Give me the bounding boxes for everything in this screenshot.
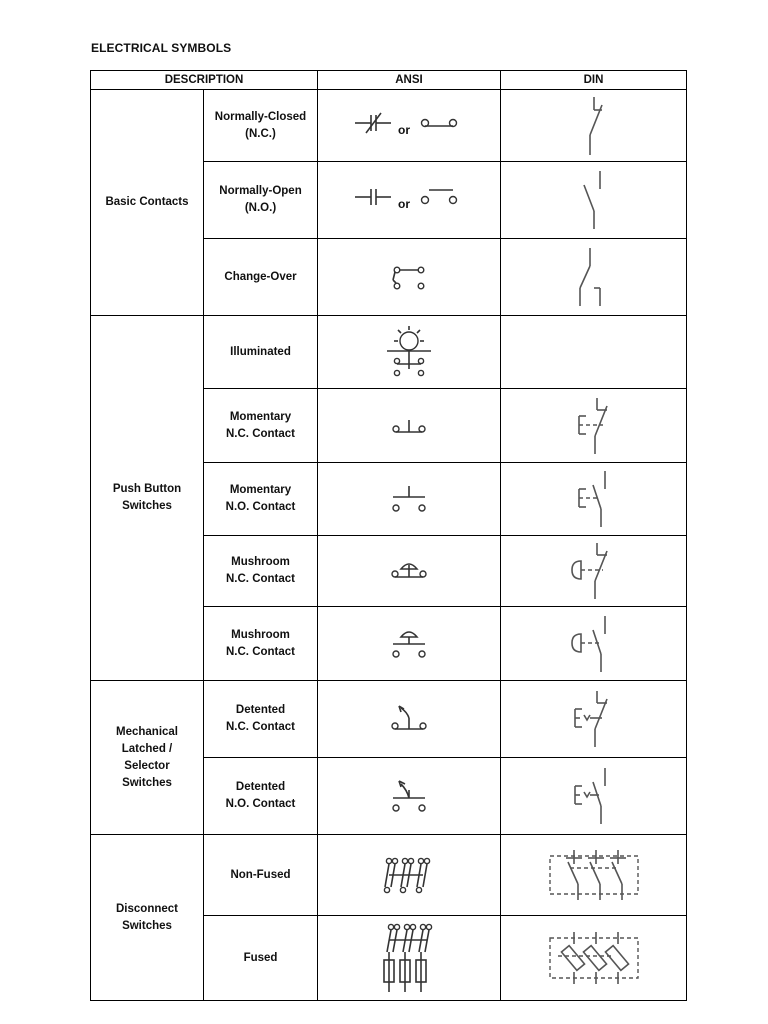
ansi-det-nc-cell xyxy=(318,681,501,758)
table-row xyxy=(91,835,687,916)
din-mom-nc-cell xyxy=(501,389,687,463)
din-co-cell xyxy=(501,239,687,316)
ansi-momentary-no-symbol xyxy=(389,484,429,514)
row-label-det-no xyxy=(204,758,318,835)
ansi-mom-no-cell xyxy=(318,463,501,536)
row-label: Mushroom N.C. Contact xyxy=(226,628,295,658)
din-mush-nc-cell xyxy=(501,536,687,607)
din-illuminated-cell xyxy=(501,316,687,389)
row-label-nonfused xyxy=(204,835,318,916)
group-mechanical-latched xyxy=(91,681,204,835)
row-label: Normally-Open (N.O.) xyxy=(219,185,302,214)
row-label-mush-nc xyxy=(204,536,318,607)
din-nonfused-cell xyxy=(501,835,687,916)
row-label: Normally-Closed (N.C.) xyxy=(214,110,307,140)
table-row xyxy=(91,316,687,389)
header-row xyxy=(91,71,687,90)
din-nonfused-disconnect-symbol xyxy=(546,848,642,902)
group-label: Disconnect Switches xyxy=(116,902,178,932)
din-mushroom-nc-symbol xyxy=(569,541,619,601)
row-label: Fused xyxy=(243,951,278,964)
header-ansi: ANSI xyxy=(318,71,501,90)
group-basic-contacts xyxy=(91,90,204,316)
group-label: Mechanical Latched / Selector Switches xyxy=(116,725,178,789)
ansi-no-contact-symbol xyxy=(349,185,469,215)
din-mushroom-no-symbol xyxy=(569,614,619,674)
table-row xyxy=(91,681,687,758)
row-label-mom-nc xyxy=(204,389,318,463)
ansi-mushroom-no-symbol xyxy=(389,629,429,659)
page-title: ELECTRICAL SYMBOLS xyxy=(91,41,232,55)
din-detented-no-symbol xyxy=(569,766,619,826)
ansi-mom-nc-cell xyxy=(318,389,501,463)
row-label: Detented N.C. Contact xyxy=(226,704,295,733)
row-label-nc xyxy=(204,90,318,162)
din-no-contact-symbol xyxy=(574,169,614,231)
group-disconnect xyxy=(91,835,204,1001)
ansi-fused-disconnect-symbol xyxy=(381,922,437,994)
ansi-detented-nc-symbol xyxy=(389,704,429,734)
ansi-mush-nc-cell xyxy=(318,536,501,607)
row-label-mush-no xyxy=(204,607,318,681)
group-push-button xyxy=(91,316,204,681)
row-label-fused xyxy=(204,916,318,1001)
din-detented-nc-symbol xyxy=(569,689,619,749)
row-label-det-nc xyxy=(204,681,318,758)
group-label: Push Button Switches xyxy=(112,483,182,512)
ansi-nc-contact-symbol xyxy=(349,111,469,141)
ansi-momentary-nc-symbol xyxy=(389,414,429,438)
symbols-table xyxy=(90,70,687,1001)
din-fused-disconnect-symbol xyxy=(546,930,642,986)
din-fused-cell xyxy=(501,916,687,1001)
ansi-mush-no-cell xyxy=(318,607,501,681)
ansi-fused-cell xyxy=(318,916,501,1001)
row-label: Momentary N.O. Contact xyxy=(225,484,296,513)
din-momentary-no-symbol xyxy=(569,469,619,529)
row-label: Illuminated xyxy=(230,345,291,358)
table-row xyxy=(91,90,687,162)
row-label-no xyxy=(204,162,318,239)
header-description: DESCRIPTION xyxy=(91,71,318,90)
group-label: Basic Contacts xyxy=(105,196,189,208)
din-changeover-symbol xyxy=(574,246,614,308)
row-label-illuminated xyxy=(204,316,318,389)
din-nc-contact-symbol xyxy=(574,95,614,157)
din-mush-no-cell xyxy=(501,607,687,681)
ansi-co-cell xyxy=(318,239,501,316)
ansi-detented-no-symbol xyxy=(389,778,429,814)
row-label: Momentary N.C. Contact xyxy=(226,410,295,440)
ansi-illuminated-cell xyxy=(318,316,501,389)
din-det-nc-cell xyxy=(501,681,687,758)
din-no-cell xyxy=(501,162,687,239)
ansi-mushroom-nc-symbol xyxy=(389,559,429,583)
din-nc-cell xyxy=(501,90,687,162)
din-mom-no-cell xyxy=(501,463,687,536)
ansi-nonfused-disconnect-symbol xyxy=(381,855,437,895)
din-det-no-cell xyxy=(501,758,687,835)
ansi-nc-cell xyxy=(318,90,501,162)
or-text: or xyxy=(398,197,410,211)
row-label-co xyxy=(204,239,318,316)
header-din: DIN xyxy=(501,71,687,90)
ansi-nonfused-cell xyxy=(318,835,501,916)
row-label: Change-Over xyxy=(224,270,297,283)
row-label-mom-no xyxy=(204,463,318,536)
din-momentary-nc-symbol xyxy=(569,396,619,456)
or-text: or xyxy=(398,122,410,137)
row-label: Non-Fused xyxy=(230,868,291,881)
row-label: Detented N.O. Contact xyxy=(225,781,296,810)
ansi-no-cell xyxy=(318,162,501,239)
row-label: Mushroom N.C. Contact xyxy=(226,556,295,585)
ansi-illuminated-symbol xyxy=(379,325,439,379)
ansi-det-no-cell xyxy=(318,758,501,835)
ansi-changeover-symbol xyxy=(389,262,429,292)
